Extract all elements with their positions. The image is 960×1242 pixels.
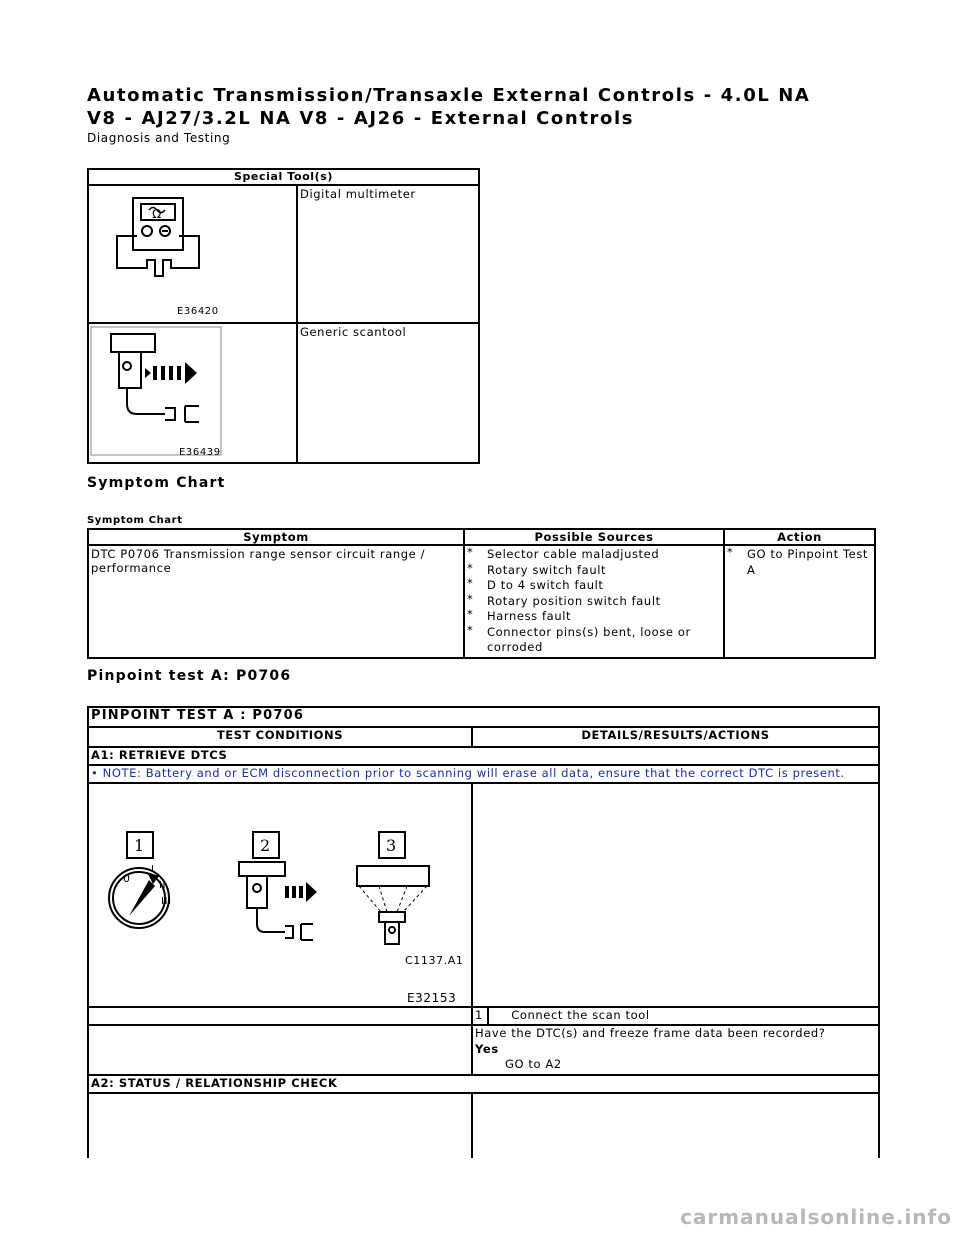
column-header: Symptom: [88, 529, 464, 545]
step-text: Connect the scan tool: [511, 1008, 650, 1022]
step-number: 1: [473, 1008, 489, 1024]
svg-text:0: 0: [123, 872, 131, 885]
svg-text:I: I: [151, 864, 155, 875]
column-header: Possible Sources: [464, 529, 724, 545]
action-link[interactable]: * GO to Pinpoint Test A: [727, 547, 872, 578]
figure-sub-ref: C1137.A1: [405, 954, 464, 967]
column-header: Action: [724, 529, 875, 545]
special-tools-table: [87, 168, 480, 464]
symptom-cell: DTC P0706 Transmission range sensor circuit range / performance: [88, 545, 464, 658]
list-item: * D to 4 switch fault: [467, 578, 721, 594]
pinpoint-table-title: PINPOINT TEST A : P0706: [89, 708, 878, 728]
answer-yes: Yes: [475, 1041, 499, 1056]
page-subtitle: Diagnosis and Testing: [87, 131, 231, 145]
retrieve-dtc-figure: [89, 784, 473, 1006]
step-a2-heading: A2: STATUS / RELATIONSHIP CHECK: [89, 1076, 878, 1094]
figure-label: 1: [134, 836, 145, 855]
list-item: * Harness fault: [467, 609, 721, 625]
figure-ref: E36420: [177, 306, 219, 317]
symptom-chart-heading: Symptom Chart: [87, 475, 226, 491]
goto-link[interactable]: GO to A2: [505, 1057, 562, 1071]
svg-text:III: III: [161, 896, 172, 907]
symptom-chart-caption: Symptom Chart: [87, 515, 183, 526]
scan-procedure-figure: [89, 784, 471, 1006]
watermark: carmanualsonline.info: [680, 1205, 952, 1229]
list-item: * Selector cable maladjusted: [467, 547, 721, 563]
column-header: DETAILS/RESULTS/ACTIONS: [581, 728, 770, 742]
tool-label-multimeter: Digital multimeter: [297, 185, 479, 323]
step-a1-heading: A1: RETRIEVE DTCS: [89, 748, 878, 766]
table-row: [88, 545, 875, 658]
pinpoint-table: [87, 706, 880, 1158]
scantool-figure: [88, 323, 297, 463]
list-item: * Connector pins(s) bent, loose or corroded: [467, 625, 721, 656]
list-item: * Rotary position switch fault: [467, 594, 721, 610]
note-text: • NOTE: Battery and or ECM disconnection prior to scanning will erase all data, ensure that the correct DTC is present.: [89, 766, 878, 784]
list-item: * Rotary switch fault: [467, 563, 721, 579]
figure-label: 3: [386, 836, 397, 855]
figure-ref: E32153: [407, 991, 457, 1005]
sources-cell: [464, 545, 724, 658]
multimeter-figure: [88, 185, 297, 323]
svg-text:II: II: [159, 880, 167, 891]
question-text: Have the DTC(s) and freeze frame data been recorded?: [475, 1026, 826, 1040]
action-cell: [724, 545, 875, 658]
symptom-table: [87, 528, 876, 659]
column-divider: [471, 1094, 473, 1158]
pinpoint-heading: Pinpoint test A: P0706: [87, 668, 292, 684]
figure-ref: E36439: [179, 447, 221, 458]
tool-label-scantool: Generic scantool: [297, 323, 479, 463]
multimeter-icon: [89, 186, 296, 319]
page-title: Automatic Transmission/Transaxle External Controls - 4.0L NA V8 - AJ27/3.2L NA V8 - AJ26 - External Controls: [87, 85, 811, 129]
column-header: TEST CONDITIONS: [89, 728, 473, 746]
special-tools-heading: Special Tool(s): [88, 169, 479, 185]
figure-label: 2: [260, 836, 271, 855]
svg-text:Ω: Ω: [152, 207, 162, 221]
scantool-icon: [89, 324, 296, 459]
